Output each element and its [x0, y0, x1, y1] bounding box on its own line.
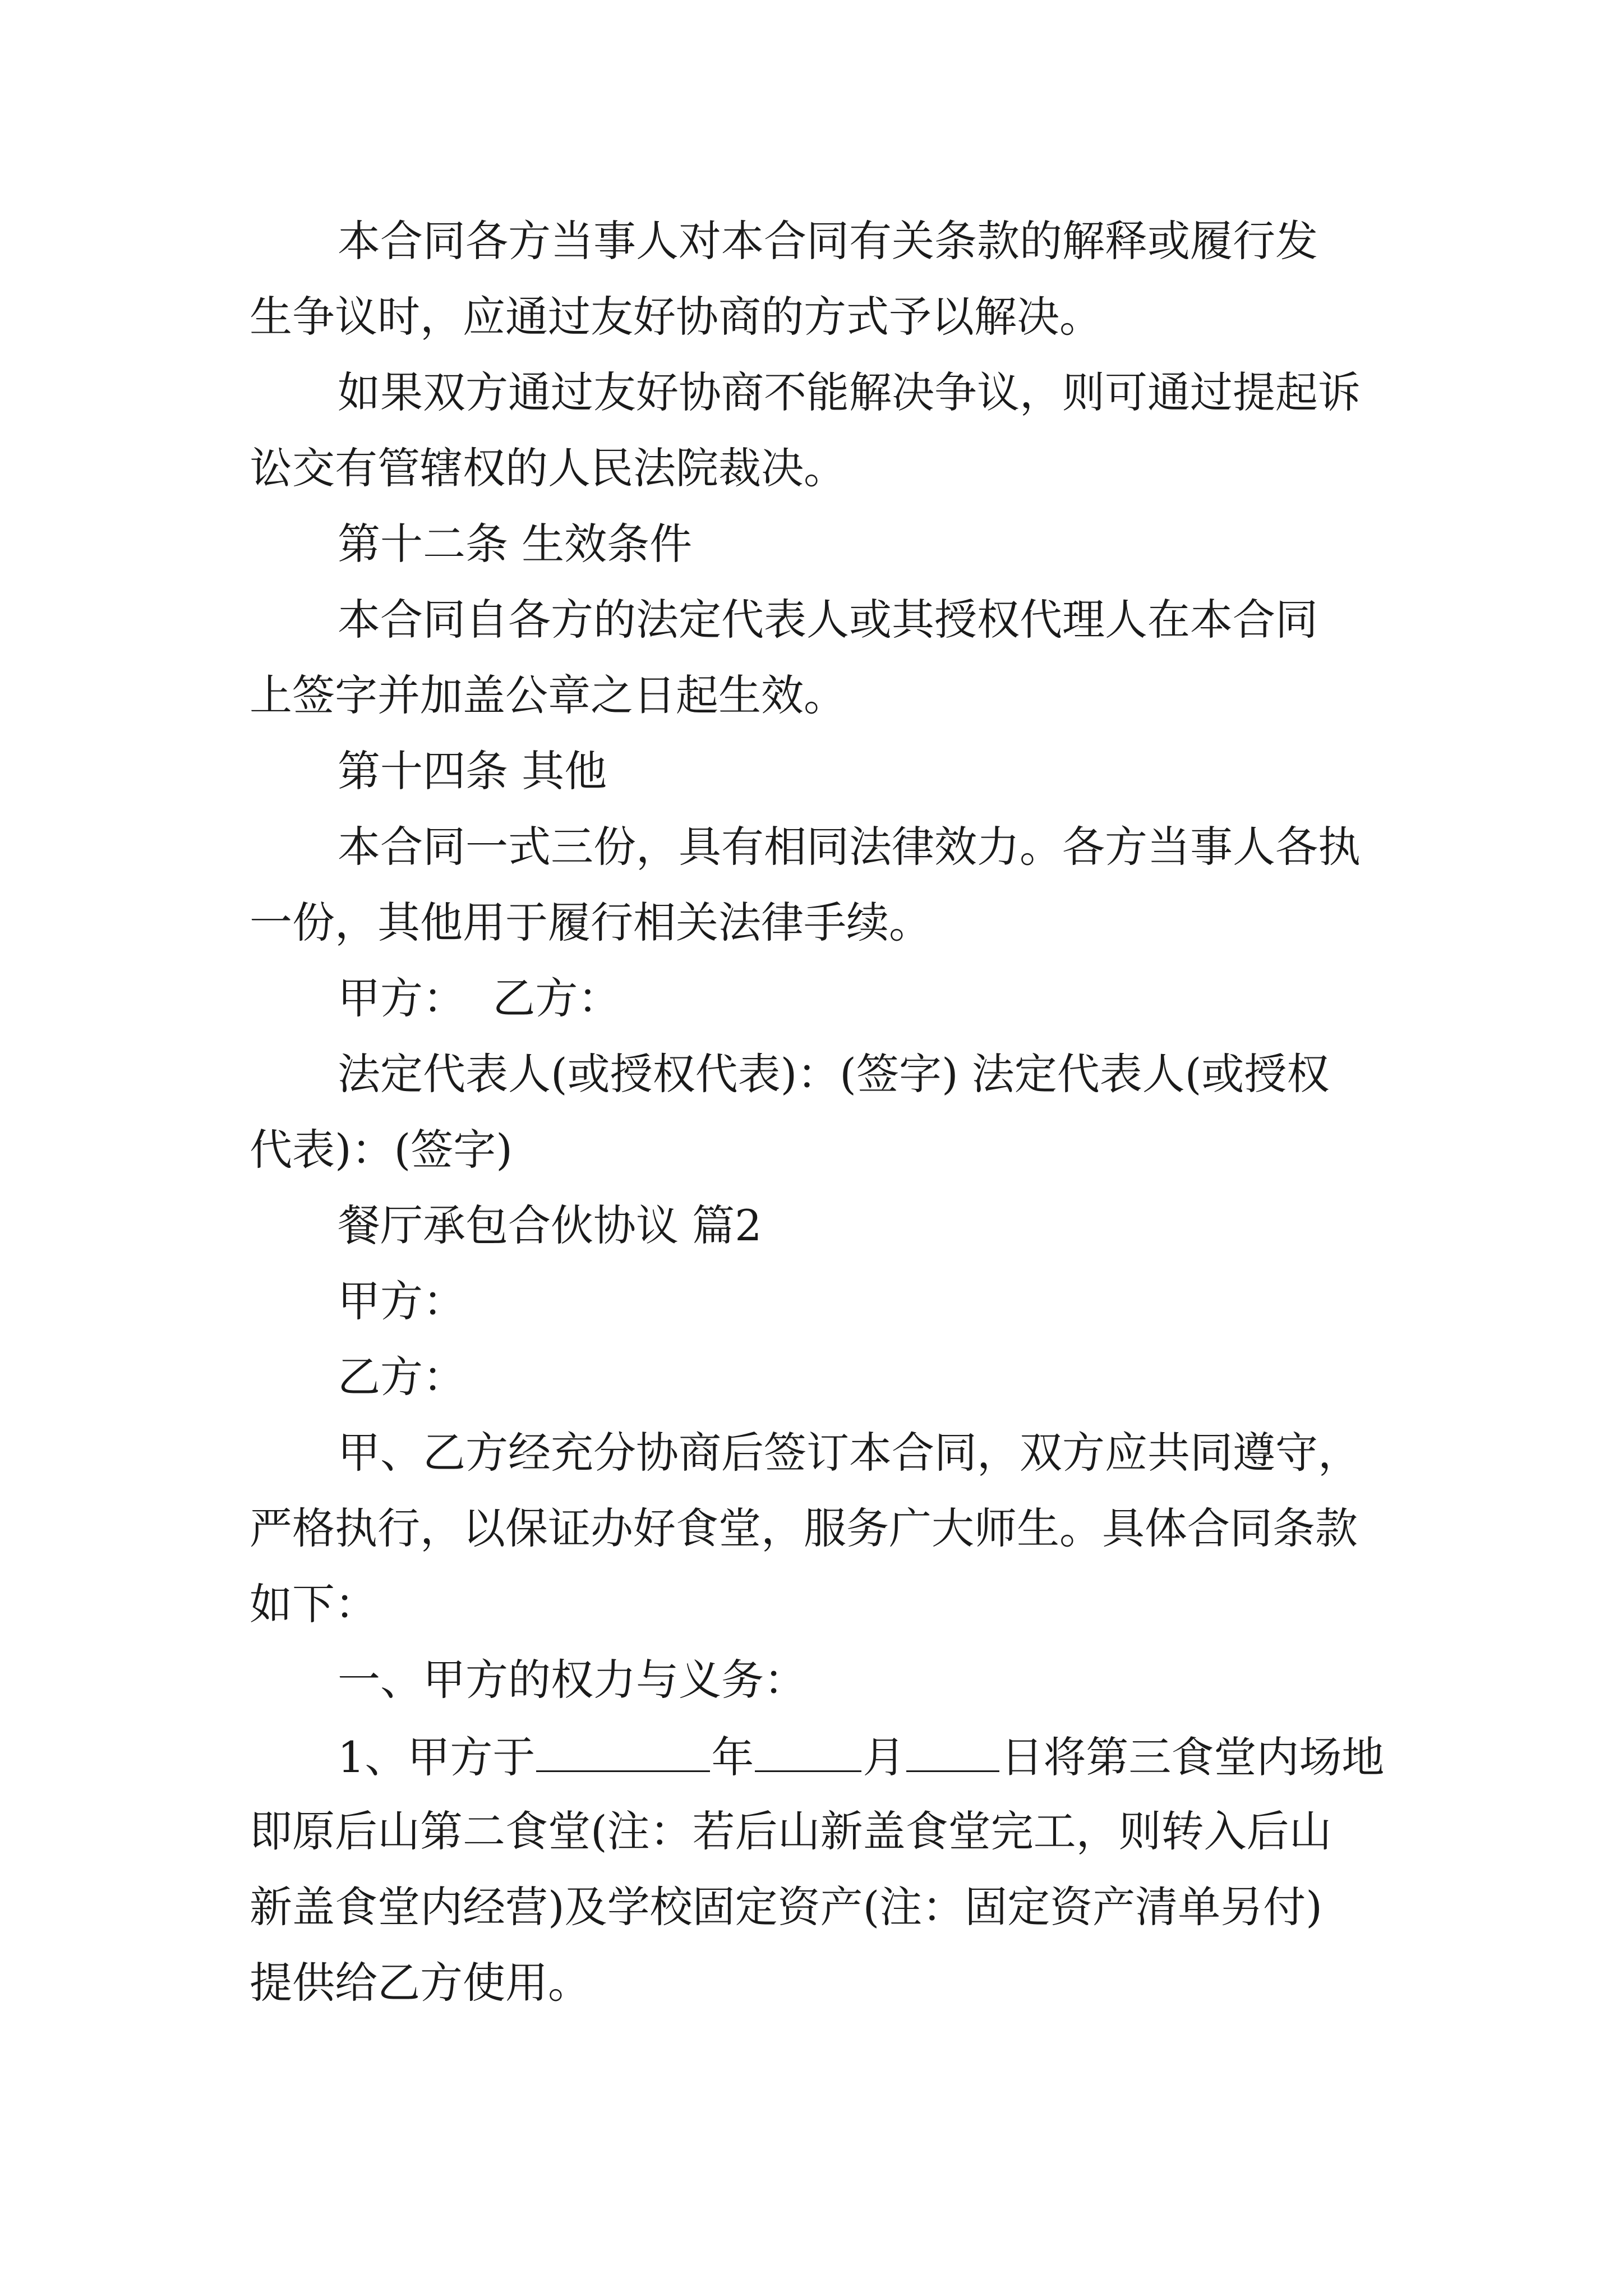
article-heading: 第十四条 其他 [338, 746, 607, 796]
month-label: 月 [863, 1732, 906, 1782]
section-title: 餐厅承包合伙协议 篇2 [338, 1200, 762, 1250]
paragraph-line: 即原后山第二食堂(注：若后山新盖食堂完工，则转入后山 [250, 1806, 1332, 1856]
paragraph-line: 讼交有管辖权的人民法院裁决。 [250, 443, 846, 493]
representative-signature-line: 代表)：(签字) [250, 1125, 513, 1175]
paragraph-line: 新盖食堂内经营)及学校固定资产(注：固定资产清单另付) [250, 1882, 1322, 1932]
clause-1-line [338, 1722, 1384, 1789]
paragraph-line: 上签字并加盖公章之日起生效。 [250, 670, 846, 720]
clause-1-text: 1、甲方于 [338, 1732, 536, 1782]
paragraph-line: 本合同自各方的法定代表人或其授权代理人在本合同 [338, 595, 1318, 645]
day-blank [906, 1722, 999, 1772]
year-blank [536, 1722, 710, 1772]
paragraph-line: 甲、乙方经充分协商后签订本合同，双方应共同遵守， [338, 1428, 1361, 1478]
paragraph-line: 如果双方通过友好协商不能解决争议，则可通过提起诉 [338, 367, 1361, 417]
clause-1-continuation: 日将第三食堂内场地 [1000, 1732, 1385, 1782]
party-signature-line: 甲方： 乙方： [338, 973, 621, 1023]
clause-heading: 一、甲方的权力与义务： [338, 1655, 806, 1705]
paragraph-line: 如下： [250, 1579, 377, 1629]
paragraph-line: 一份，其他用于履行相关法律手续。 [250, 898, 932, 947]
paragraph-line: 严格执行，以保证办好食堂，服务广大师生。具体合同条款 [250, 1503, 1358, 1553]
paragraph-line: 提供给乙方使用。 [250, 1958, 591, 2008]
paragraph-line: 本合同一式三份，具有相同法律效力。各方当事人各执 [338, 822, 1361, 872]
party-b-label: 乙方： [338, 1352, 465, 1402]
paragraph-line: 生争议时，应通过友好协商的方式予以解决。 [250, 292, 1102, 342]
paragraph-line: 本合同各方当事人对本合同有关条款的解释或履行发 [338, 216, 1318, 266]
year-label: 年 [711, 1732, 754, 1782]
article-heading: 第十二条 生效条件 [338, 519, 693, 569]
representative-signature-line: 法定代表人(或授权代表)：(签字) 法定代表人(或授权 [338, 1049, 1330, 1099]
party-a-label: 甲方： [338, 1276, 465, 1326]
month-blank [755, 1722, 861, 1772]
